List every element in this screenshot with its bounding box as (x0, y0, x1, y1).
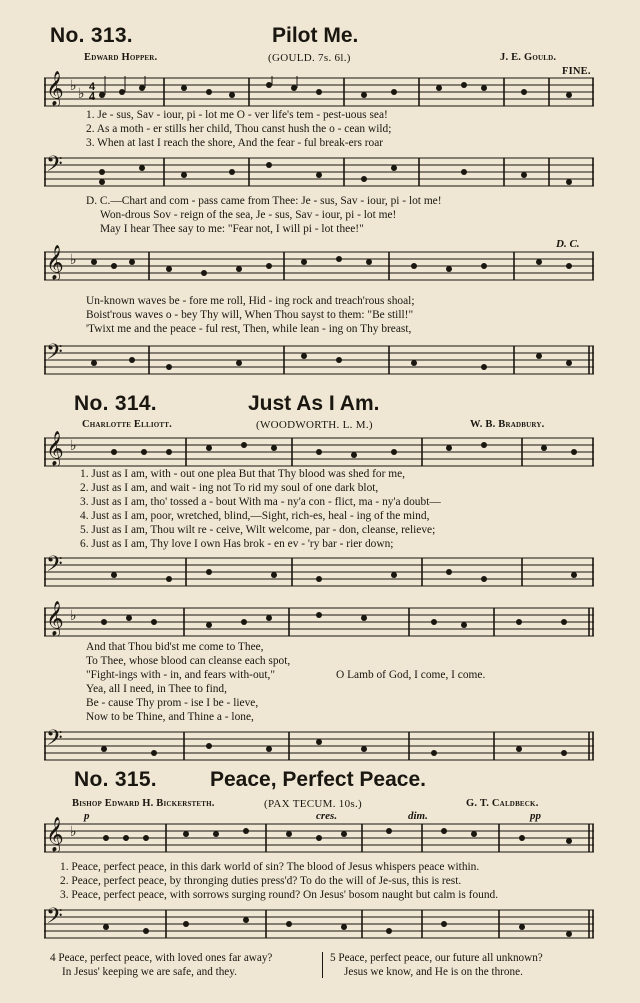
time-signature: 4 4 (88, 81, 96, 103)
key-flat-icon: ♭ (70, 609, 77, 624)
hymn-313-dc-line-2: Won-drous Sov - reign of the sea, Je - sus, Sav - iour, pi - lot me! (100, 209, 397, 221)
hymn-313-verse-3: 3. When at last I reach the shore, And the fear - ful break-ers roar (86, 137, 384, 149)
hymn-313-dc-line-3: May I hear Thee say to me: "Fear not, I will pi - lot thee!" (100, 223, 364, 235)
hymn-313-verse-line-c1: Un-known waves be - fore me roll, Hid - ing rock and treach'rous shoal; (86, 295, 415, 307)
hymn-314-composer: W. B. Bradbury. (470, 419, 545, 430)
hymn-313-bass-staff-1 (44, 152, 594, 196)
hymn-313-title: Pilot Me. (272, 24, 359, 47)
treble-clef-icon: 𝄞 (46, 602, 64, 635)
hymn-313-treble-staff-2 (44, 246, 594, 290)
hymn-315-author: Bishop Edward H. Bickersteth. (72, 798, 215, 809)
hymn-315-meter: (PAX TECUM. 10s.) (264, 798, 363, 810)
dynamic-p: p (84, 810, 90, 822)
hymn-315-verse-5-line-1: 5 Peace, perfect peace, our future all unknown? (330, 952, 543, 964)
treble-clef-icon: 𝄞 (46, 818, 64, 851)
dynamic-pp: pp (530, 810, 541, 822)
hymn-315-verse-4-line-2: In Jesus' keeping we are safe, and they. (62, 966, 237, 978)
hymn-314-refrain: O Lamb of God, I come, I come. (336, 669, 486, 681)
dynamic-dim: dim. (408, 810, 428, 822)
hymn-314-verse-3: 3. Just as I am, tho' tossed a - bout With ma - ny'a con - flict, ma - ny'a doubt— (80, 496, 441, 508)
hymn-315-verse-5-line-2: Jesus we know, and He is on the throne. (344, 966, 523, 978)
hymn-313-number: No. 313. (50, 24, 133, 47)
hymn-314-refrain-line-4: Yea, all I need, in Thee to find, (86, 683, 227, 695)
hymn-313-meter: (GOULD. 7s. 6l.) (268, 52, 351, 64)
hymn-315-bass-staff (44, 904, 594, 948)
bass-clef-icon: 𝄢 (46, 904, 63, 933)
hymn-313-verse-line-c3: 'Twixt me and the peace - ful rest, Then, while lean - ing on Thy breast, (86, 323, 412, 335)
hymn-314-refrain-line-3: "Fight-ings with - in, and fears with-out," (86, 669, 275, 681)
hymn-314-meter: (WOODWORTH. L. M.) (256, 419, 373, 431)
treble-clef-icon: 𝄞 (46, 246, 64, 279)
hymn-314-refrain-line-1: And that Thou bid'st me come to Thee, (86, 641, 264, 653)
hymn-315-title: Peace, Perfect Peace. (210, 768, 426, 791)
hymn-314-number: No. 314. (74, 392, 157, 415)
hymn-313-verse-1: 1. Je - sus, Sav - iour, pi - lot me O - ver life's tem - pest-uous sea! (86, 109, 388, 121)
bass-clef-icon: 𝄢 (46, 726, 63, 755)
hymn-314-verse-2: 2. Just as I am, and wait - ing not To rid my soul of one dark blot, (80, 482, 379, 494)
hymn-313-bass-staff-2 (44, 340, 594, 384)
hymn-314-refrain-line-5: Be - cause Thy prom - ise I be - lieve, (86, 697, 259, 709)
hymn-315-number: No. 315. (74, 768, 157, 791)
hymn-315-verse-1: 1. Peace, perfect peace, in this dark world of sin? The blood of Jesus whispers peace within. (60, 861, 480, 873)
hymn-315-treble-staff (44, 818, 594, 862)
hymn-314-verse-6: 6. Just as I am, Thy love I own Has brok - en ev - 'ry bar - rier down; (80, 538, 394, 550)
treble-clef-icon: 𝄞 (46, 72, 64, 105)
hymn-315-verse-2: 2. Peace, perfect peace, by thronging duties press'd? To do the will of Je-sus, this is rest. (60, 875, 462, 887)
key-flat-icon: ♭ (78, 87, 85, 102)
key-flat-icon: ♭ (70, 253, 77, 268)
treble-clef-icon: 𝄞 (46, 432, 64, 465)
hymn-315-composer: G. T. Caldbeck. (466, 798, 539, 809)
hymn-313-composer: J. E. Gould. (500, 52, 557, 63)
hymn-314-verse-1: 1. Just as I am, with - out one plea But that Thy blood was shed for me, (80, 468, 406, 480)
key-flat-icon: ♭ (70, 825, 77, 840)
hymn-313-author: Edward Hopper. (84, 52, 158, 63)
key-flat-icon: ♭ (70, 79, 77, 94)
key-flat-icon: ♭ (70, 439, 77, 454)
hymn-314-bass-staff-2 (44, 726, 594, 770)
hymn-314-author: Charlotte Elliott. (82, 419, 172, 430)
bass-clef-icon: 𝄢 (46, 340, 63, 369)
hymn-314-refrain-line-6: Now to be Thine, and Thine a - lone, (86, 711, 254, 723)
hymn-314-verse-4: 4. Just as I am, poor, wretched, blind,—Sight, rich-es, heal - ing of the mind, (80, 510, 430, 522)
hymn-313-verse-line-c2: Boist'rous waves o - bey Thy will, When Thou sayst to them: "Be still!" (86, 309, 414, 321)
hymn-314-verse-5: 5. Just as I am, Thou wilt re - ceive, Wilt welcome, par - don, cleanse, relieve; (80, 524, 436, 536)
hymn-313-dc-line-1: D. C.—Chart and com - pass came from Thee: Je - sus, Sav - iour, pi - lot me! (86, 195, 442, 207)
hymn-314-refrain-line-2: To Thee, whose blood can cleanse each spot, (86, 655, 291, 667)
hymn-315-verse-4-line-1: 4 Peace, perfect peace, with loved ones far away? (50, 952, 273, 964)
hymn-313-dc-mark: D. C. (556, 238, 580, 250)
verse-divider (322, 952, 323, 978)
hymn-313-fine: FINE. (562, 66, 591, 77)
hymn-315-verse-3: 3. Peace, perfect peace, with sorrows surging round? On Jesus' bosom naught but calm is found. (60, 889, 499, 901)
hymn-314-bass-staff-1 (44, 552, 594, 596)
dynamic-cres: cres. (316, 810, 338, 822)
bass-clef-icon: 𝄢 (46, 552, 63, 581)
hymn-314-title: Just As I Am. (248, 392, 380, 415)
hymn-313-verse-2: 2. As a moth - er stills her child, Thou canst hush the o - cean wild; (86, 123, 392, 135)
bass-clef-icon: 𝄢 (46, 152, 63, 181)
